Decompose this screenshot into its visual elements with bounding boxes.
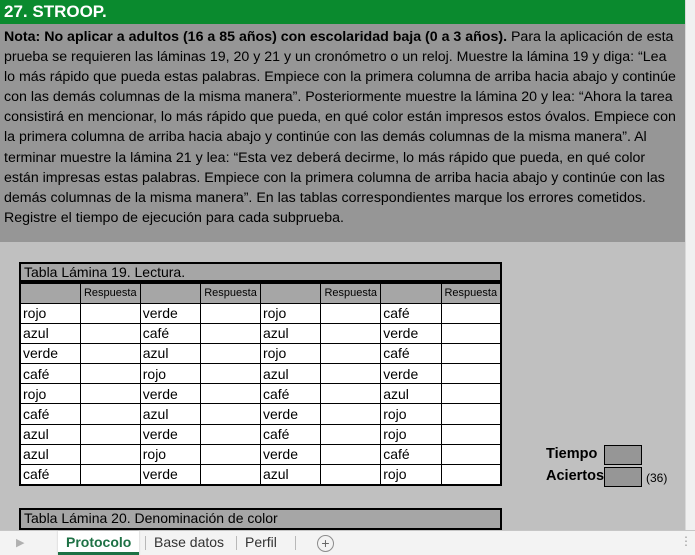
word-cell: verde [381,323,441,343]
response-cell[interactable] [80,323,140,343]
word-cell: café [260,384,320,404]
response-cell[interactable] [201,323,261,343]
table20-title: Tabla Lámina 20. Denominación de color [19,508,502,530]
word-cell: café [20,465,80,485]
table-row [20,465,501,485]
table-row [20,364,501,384]
response-cell[interactable] [80,444,140,464]
table19 [19,282,502,486]
header-blank-cell [140,283,200,303]
table-row [20,424,501,444]
table19-title: Tabla Lámina 19. Lectura. [19,262,502,282]
table-row [20,384,501,404]
response-cell[interactable] [441,323,501,343]
response-cell[interactable] [201,465,261,485]
word-cell: verde [140,303,200,323]
header-blank-cell [381,283,441,303]
word-cell: azul [381,384,441,404]
response-cell[interactable] [321,303,381,323]
instructions-text [0,24,685,242]
response-cell[interactable] [80,465,140,485]
response-cell[interactable] [201,444,261,464]
response-cell[interactable] [321,465,381,485]
word-cell: rojo [20,303,80,323]
word-cell: azul [260,323,320,343]
tab-scroll-left-icon[interactable]: ▶ [16,537,25,549]
response-cell[interactable] [441,303,501,323]
word-cell: azul [20,444,80,464]
word-cell: rojo [381,465,441,485]
section-title: 27. STROOP. [0,0,685,24]
tab-perfil[interactable]: Perfil [245,534,277,550]
header-blank-cell [20,283,80,303]
response-cell[interactable] [201,343,261,363]
table-row [20,444,501,464]
time-input-cell[interactable] [604,445,642,465]
response-cell[interactable] [321,323,381,343]
word-cell: verde [140,384,200,404]
response-cell[interactable] [201,404,261,424]
response-cell[interactable] [321,384,381,404]
response-cell[interactable] [80,364,140,384]
response-header: Respuesta [80,283,140,303]
tab-divider [295,536,296,550]
word-cell: rojo [140,364,200,384]
response-header: Respuesta [321,283,381,303]
word-cell: rojo [381,424,441,444]
add-sheet-icon[interactable]: + [317,535,334,552]
word-cell: café [260,424,320,444]
word-cell: azul [260,364,320,384]
word-cell: rojo [381,404,441,424]
tab-protocolo[interactable]: Protocolo [58,531,139,555]
word-cell: verde [260,404,320,424]
response-cell[interactable] [80,384,140,404]
table-row [20,343,501,363]
word-cell: azul [140,404,200,424]
sheet-tab-bar [0,530,695,555]
response-cell[interactable] [80,404,140,424]
response-cell[interactable] [80,424,140,444]
response-cell[interactable] [441,404,501,424]
word-cell: café [381,303,441,323]
word-cell: verde [140,424,200,444]
response-cell[interactable] [321,424,381,444]
word-cell: azul [260,465,320,485]
word-cell: verde [260,444,320,464]
response-cell[interactable] [441,465,501,485]
response-cell[interactable] [201,303,261,323]
response-cell[interactable] [441,343,501,363]
response-cell[interactable] [201,424,261,444]
response-cell[interactable] [80,343,140,363]
table19-header-row [20,283,501,303]
vertical-scrollbar[interactable] [686,0,695,530]
table-row [20,323,501,343]
response-cell[interactable] [321,364,381,384]
word-cell: café [20,364,80,384]
response-cell[interactable] [441,444,501,464]
response-cell[interactable] [321,404,381,424]
response-header: Respuesta [441,283,501,303]
word-cell: rojo [260,303,320,323]
word-cell: azul [20,424,80,444]
tab-base-datos[interactable]: Base datos [154,534,225,550]
instructions-body: Para la aplicación de esta prueba se requieren las láminas 19, 20 y 21 y un cronómetro o un reloj. Muestre la lámina 19 y diga: “Lea lo más rápido que pueda estas palabras. Empiece con la primera columna de arriba hacia abajo y continúe con las demás columnas de la misma manera”. Posteriormente muestre la lámina 20 y lea: “Ahora la tarea consistirá en mencionar, lo más rápido que pueda, en qué color están impresos estos óvalos. Empiece con la primera columna de arriba hacia abajo y continúe con las demás columnas de la misma manera”. Al terminar muestre la lámina 21 y lea: “Esta vez deberá decirme, lo más rápido que pueda, en qué color están impresas estas palabras. Empiece con la primera columna de arriba hacia abajo y continúe con las demás columnas de la misma manera”. En las tablas correspondientes marque los errores cometidos. Registre el tiempo de ejecución para cada subprueba. [4,29,676,226]
response-cell[interactable] [441,424,501,444]
more-options-icon[interactable]: ⋮ [680,534,692,548]
response-cell[interactable] [201,384,261,404]
word-cell: rojo [140,444,200,464]
word-cell: azul [20,323,80,343]
word-cell: café [140,323,200,343]
response-cell[interactable] [80,303,140,323]
response-cell[interactable] [201,364,261,384]
word-cell: café [381,444,441,464]
word-cell: café [20,404,80,424]
word-cell: rojo [20,384,80,404]
word-cell: verde [381,364,441,384]
hits-input-cell[interactable] [604,467,642,487]
instructions-note: Nota: No aplicar a adultos (16 a 85 años) con escolaridad baja (0 a 3 años). [4,29,508,45]
table-row [20,303,501,323]
response-cell[interactable] [441,364,501,384]
header-blank-cell [260,283,320,303]
word-cell: verde [20,343,80,363]
response-cell[interactable] [321,343,381,363]
hits-label: Aciertos [546,468,605,484]
time-label: Tiempo [546,446,598,462]
response-cell[interactable] [321,444,381,464]
word-cell: café [381,343,441,363]
response-cell[interactable] [441,384,501,404]
hits-max: (36) [646,471,668,485]
table-row [20,404,501,424]
word-cell: azul [140,343,200,363]
word-cell: rojo [260,343,320,363]
response-header: Respuesta [201,283,261,303]
word-cell: verde [140,465,200,485]
